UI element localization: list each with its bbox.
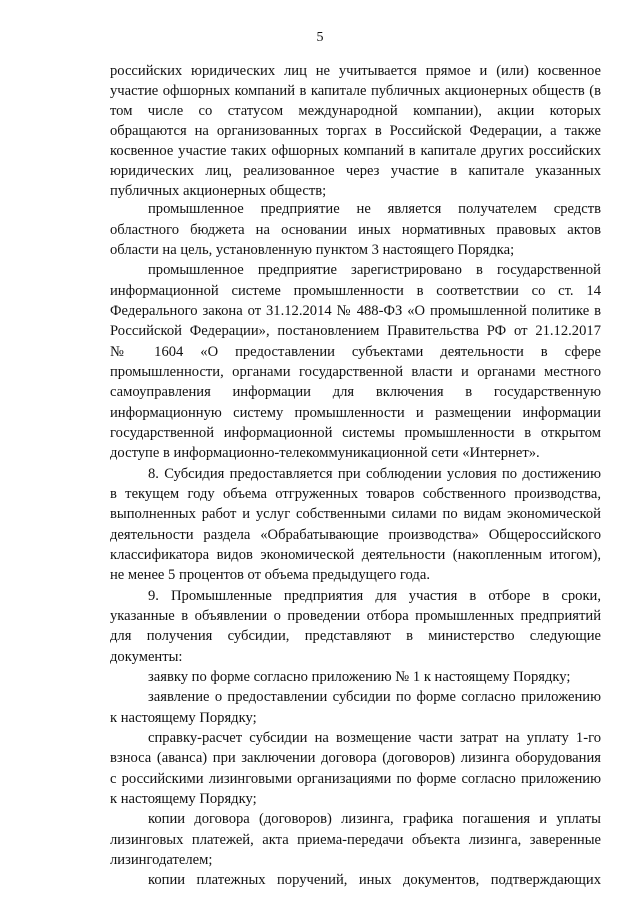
text-line: взноса (аванса) при заключении договора (договоров) лизинга оборудования bbox=[110, 750, 601, 766]
text-line: юридических лиц, реализованное через участие в капитале указанных bbox=[110, 163, 601, 179]
text-line: копии платежных поручений, иных документов, подтверждающих bbox=[148, 872, 601, 888]
text-line: государственной информационной системы промышленности в открытом bbox=[110, 425, 601, 441]
text-line: в текущем году объема отгруженных товаров собственного производства, bbox=[110, 486, 601, 502]
page-number: 5 bbox=[316, 30, 324, 45]
text-line: для получения субсидии, представляют в министерство следующие bbox=[110, 628, 601, 644]
text-line: промышленности, органами государственной власти и органами местного bbox=[110, 364, 601, 380]
text-line: Федерального закона от 31.12.2014 № 488-ФЗ «О промышленной политике в bbox=[110, 303, 601, 319]
text-line: указанные в объявлении о проведении отбора промышленных предприятий bbox=[110, 608, 601, 624]
text-line: самоуправления информации для включения в государственную bbox=[110, 384, 601, 400]
text-line: промышленное предприятие не является получателем средств bbox=[148, 201, 601, 217]
text-line: публичных акционерных обществ; bbox=[110, 183, 327, 199]
text-line: промышленное предприятие зарегистрировано в государственной bbox=[148, 262, 601, 278]
text-line: информационную систему промышленности и размещении информации bbox=[110, 405, 601, 421]
text-line: заявку по форме согласно приложению № 1 к настоящему Порядку; bbox=[148, 669, 571, 685]
text-line: 8. Субсидия предоставляется при соблюдении условия по достижению bbox=[148, 466, 601, 482]
text-line: обращаются на организованных торгах в Российской Федерации, а также bbox=[110, 123, 601, 139]
text-line: не менее 5 процентов от объема предыдущего года. bbox=[110, 567, 430, 583]
text-line: документы: bbox=[110, 649, 183, 665]
text-line: информационной системе промышленности в соответствии со ст. 14 bbox=[110, 283, 601, 299]
text-line: с российскими лизинговыми организациями по форме согласно приложению bbox=[110, 771, 601, 787]
text-line: № 1604 «О предоставлении субъектами деятельности в сфере bbox=[110, 344, 601, 360]
text-line: деятельности раздела «Обрабатывающие производства» Общероссийского bbox=[110, 527, 601, 543]
text-line: к настоящему Порядку; bbox=[110, 791, 257, 807]
text-line: к настоящему Порядку; bbox=[110, 710, 257, 726]
text-line: Российской Федерации», постановлением Правительства РФ от 21.12.2017 bbox=[110, 323, 601, 339]
text-line: российских юридических лиц не учитывается прямое и (или) косвенное bbox=[110, 63, 601, 79]
text-line: доступе в информационно-телекоммуникационной сети «Интернет». bbox=[110, 445, 540, 461]
text-line: заявление о предоставлении субсидии по форме согласно приложению bbox=[148, 689, 601, 705]
text-line: справку-расчет субсидии на возмещение части затрат на уплату 1-го bbox=[148, 730, 601, 746]
text-line: косвенное участие таких офшорных компаний в капитале других российских bbox=[110, 143, 601, 159]
text-line: областного бюджета на основании иных нормативных правовых актов bbox=[110, 222, 601, 238]
text-line: том числе со статусом международной компании), акции которых bbox=[110, 103, 601, 119]
text-line: выполненных работ и услуг собственными силами по видам экономической bbox=[110, 506, 601, 522]
text-line: лизингодателем; bbox=[110, 852, 213, 868]
text-line: копии договора (договоров) лизинга, графика погашения и уплаты bbox=[148, 811, 601, 827]
text-line: области на цель, установленную пунктом 3 настоящего Порядка; bbox=[110, 242, 515, 258]
text-line: участие офшорных компаний в капитале публичных акционерных обществ (в bbox=[110, 83, 601, 99]
text-line: лизинговых платежей, акта приема-передачи объекта лизинга, заверенные bbox=[110, 832, 601, 848]
text-line: классификатора видов экономической деятельности (накопленным итогом), bbox=[110, 547, 601, 563]
text-line: 9. Промышленные предприятия для участия в отборе в сроки, bbox=[148, 588, 601, 604]
